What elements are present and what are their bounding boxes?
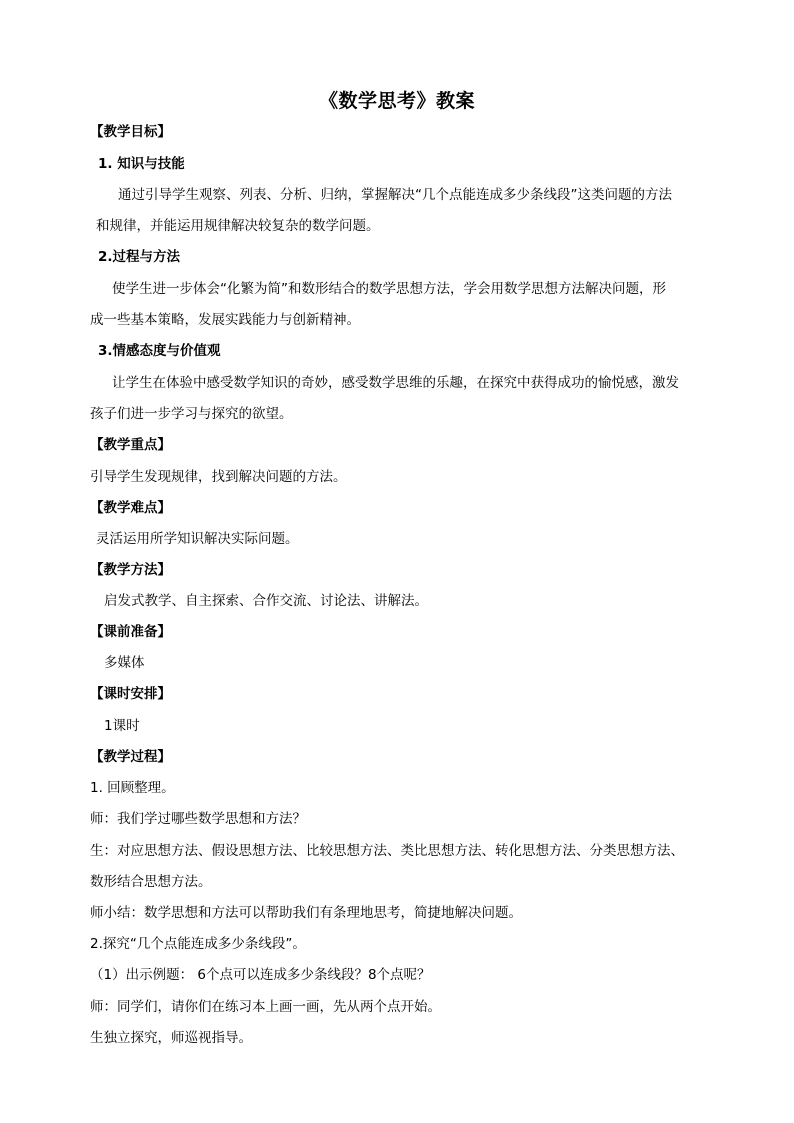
process-line: 数形结合思想方法。 xyxy=(90,874,212,890)
paragraph-line: 成一些基本策略，发展实践能力与创新精神。 xyxy=(90,312,360,328)
document-title: 《数学思考》教案 xyxy=(318,90,475,112)
process-line: 师：同学们，请你们在练习本上画一画，先从两个点开始。 xyxy=(90,999,441,1015)
methods-text: 启发式教学、自主探索、合作交流、讨论法、讲解法。 xyxy=(104,593,428,609)
section-heading-goals: 【教学目标】 xyxy=(90,124,171,140)
process-line: 生独立探究，师巡视指导。 xyxy=(90,1030,252,1046)
process-line: 1. 回顾整理。 xyxy=(90,780,175,796)
section-heading-schedule: 【课时安排】 xyxy=(90,686,171,702)
subheading-process-method: 2.过程与方法 xyxy=(98,249,181,265)
process-line: 师：我们学过哪些数学思想和方法？ xyxy=(90,811,306,827)
subheading-knowledge-skills: 1. 知识与技能 xyxy=(98,156,185,172)
paragraph-line: 通过引导学生观察、列表、分析、归纳，掌握解决“几个点能连成多少条线段”这类问题的方法 xyxy=(118,187,672,203)
section-heading-process: 【教学过程】 xyxy=(90,749,171,765)
paragraph-line: 使学生进一步体会“化繁为简”和数形结合的数学思想方法，学会用数学思想方法解决问题，形 xyxy=(112,281,666,297)
process-line: 师小结：数学思想和方法可以帮助我们有条理地思考，简捷地解决问题。 xyxy=(90,905,522,921)
paragraph-line: 让学生在体验中感受数学知识的奇妙，感受数学思维的乐趣，在探究中获得成功的愉悦感，激发 xyxy=(112,375,679,391)
section-heading-preparation: 【课前准备】 xyxy=(90,624,171,640)
key-points-text: 引导学生发现规律，找到解决问题的方法。 xyxy=(90,469,347,485)
preparation-text: 多媒体 xyxy=(104,655,145,671)
section-heading-methods: 【教学方法】 xyxy=(90,562,171,578)
schedule-text: 1课时 xyxy=(104,718,140,734)
paragraph-line: 和规律，并能运用规律解决较复杂的数学问题。 xyxy=(96,218,380,234)
difficulties-text: 灵活运用所学知识解决实际问题。 xyxy=(96,531,299,547)
subheading-attitude-values: 3.情感态度与价值观 xyxy=(98,343,221,359)
process-line: 2.探究“几个点能连成多少条线段”。 xyxy=(90,936,306,952)
section-heading-key-points: 【教学重点】 xyxy=(90,437,171,453)
paragraph-line: 孩子们进一步学习与探究的欲望。 xyxy=(90,406,293,422)
process-line: （1）出示例题： 6个点可以连成多少条线段？8个点呢？ xyxy=(90,967,431,983)
process-line: 生：对应思想方法、假设思想方法、比较思想方法、类比思想方法、转化思想方法、分类思想方法、 xyxy=(90,843,684,859)
section-heading-difficulties: 【教学难点】 xyxy=(90,500,171,516)
